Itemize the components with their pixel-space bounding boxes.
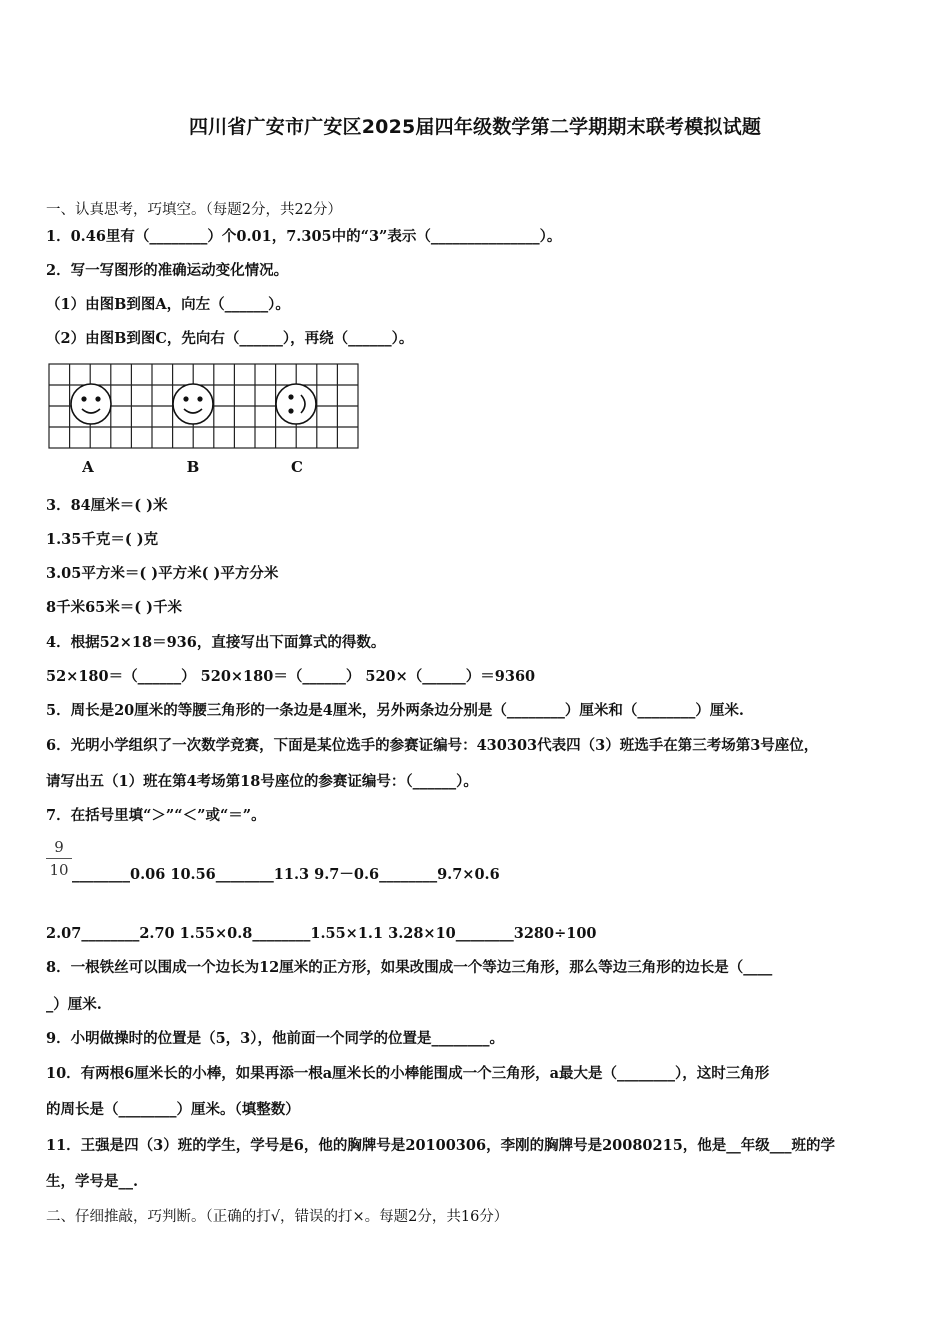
question-11-line-1: 11．王强是四（3）班的学生，学号是6，他的胸牌号是20100306，李刚的胸牌号是20080215，他是__年级___班的学 (46, 1137, 836, 1154)
question-5: 5．周长是20厘米的等腰三角形的一条边是4厘米，另外两条边分别是（________）厘米和（________）厘米. (46, 702, 744, 719)
question-2: 2．写一写图形的准确运动变化情况。 (46, 262, 289, 279)
question-4-items: 52×180＝（______） 520×180＝（______） 520×（______）＝9360 (46, 668, 536, 685)
figure-label-b: B (186, 458, 200, 476)
question-10-line-1: 10．有两根6厘米长的小棒，如果再添一根a厘米长的小棒能围成一个三角形，a最大是（________），这时三角形 (46, 1065, 770, 1082)
fraction-nine-tenths (46, 838, 72, 879)
page-title: 四川省广安市广安区2025届四年级数学第二学期期末联考模拟试题 (188, 116, 762, 138)
question-1: 1．0.46里有（________）个0.01，7.305中的“3”表示（_______________）。 (46, 228, 562, 245)
section-heading-2: 二、仔细推敲，巧判断。（正确的打√，错误的打×。每题2分，共16分） (46, 1209, 509, 1225)
fraction-numerator: 9 (54, 838, 64, 856)
question-3-line-1: 3．84厘米＝( )米 (46, 497, 168, 514)
grid-figure (48, 362, 363, 480)
question-7-row-1: ________0.06 10.56________11.3 9.7－0.6________9.7×0.6 (72, 866, 500, 883)
question-8-line-2: _）厘米. (46, 996, 102, 1013)
question-7-row-2: 2.07________2.70 1.55×0.8________1.55×1.1 3.28×10________3280÷100 (46, 925, 597, 942)
question-3-line-2: 1.35千克＝( )克 (46, 531, 159, 548)
question-10-line-2: 的周长是（________）厘米。（填整数） (46, 1101, 300, 1118)
question-2-part-2: （2）由图B到图C，先向右（______），再绕（______）。 (46, 330, 414, 347)
question-6-line-1: 6．光明小学组织了一次数学竞赛，下面是某位选手的参赛证编号：430303代表四（3）班选手在第三考场第3号座位， (46, 737, 819, 754)
question-11-line-2: 生，学号是__. (46, 1173, 139, 1190)
section-heading-1: 一、认真思考，巧填空。（每题2分，共22分） (46, 202, 342, 218)
figure-label-a: A (82, 458, 94, 476)
question-4: 4．根据52×18＝936，直接写出下面算式的得数。 (46, 634, 386, 651)
smiley-face-a-icon (71, 384, 111, 424)
question-3-line-4: 8千米65米＝( )千米 (46, 599, 183, 616)
figure-label-c: C (291, 458, 303, 476)
question-3-line-3: 3.05平方米＝( )平方米( )平方分米 (46, 565, 279, 582)
fraction-denominator: 10 (49, 861, 69, 879)
smiley-face-c-icon (276, 384, 316, 424)
question-8-line-1: 8．一根铁丝可以围成一个边长为12厘米的正方形，如果改围成一个等边三角形，那么等边三角形的边长是（____ (46, 959, 773, 976)
question-7: 7．在括号里填“＞”“＜”或“＝”。 (46, 807, 266, 824)
smiley-face-b-icon (173, 384, 213, 424)
question-2-part-1: （1）由图B到图A，向左（______）。 (46, 296, 290, 313)
question-9: 9．小明做操时的位置是（5，3），他前面一个同学的位置是________。 (46, 1030, 505, 1047)
question-6-line-2: 请写出五（1）班在第4考场第18号座位的参赛证编号：（______）。 (46, 773, 478, 790)
